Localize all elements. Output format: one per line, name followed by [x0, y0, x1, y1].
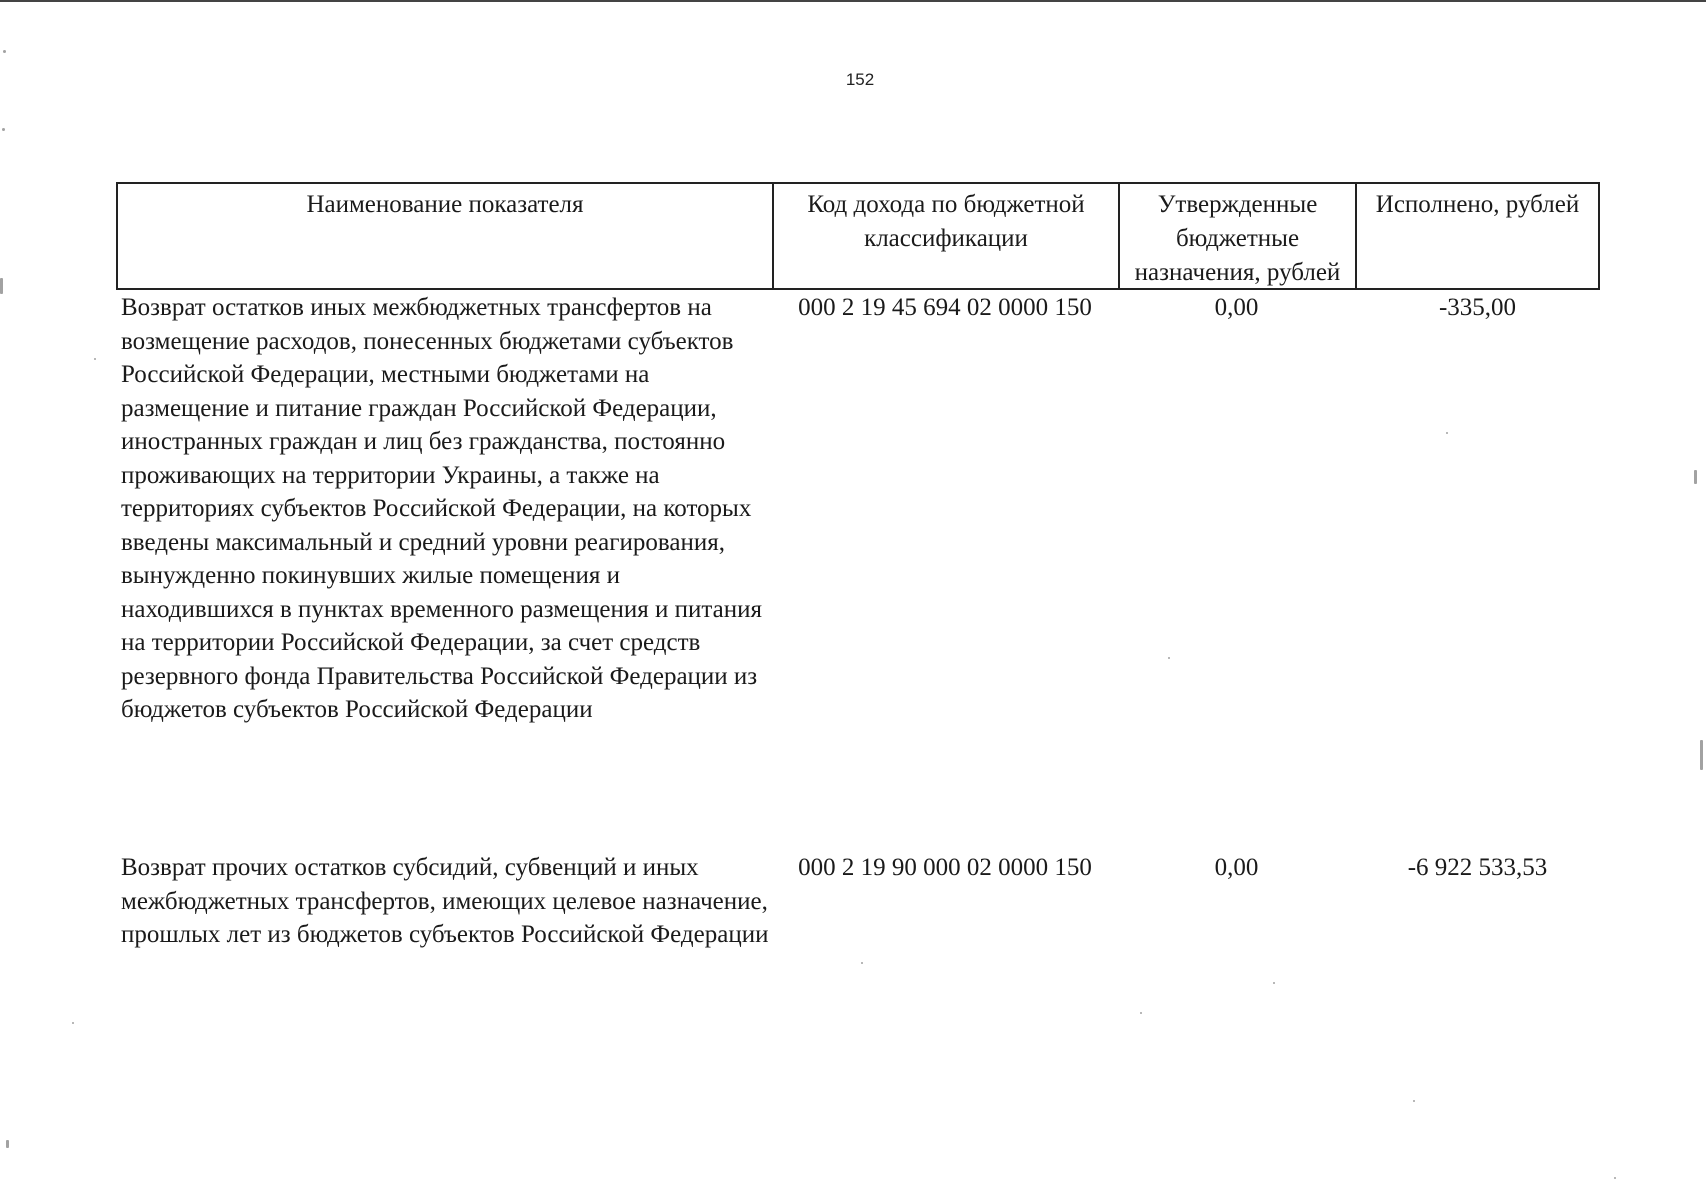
header-executed: Исполнено, рублей: [1375, 191, 1580, 218]
scan-speck: [72, 1022, 74, 1024]
top-border-line: [0, 0, 1706, 2]
row-executed-value: -6 922 533,53: [1407, 854, 1548, 881]
scan-speck: [1446, 432, 1448, 434]
scan-speck: [1700, 740, 1703, 770]
scan-speck: [1273, 982, 1275, 984]
scan-speck: [1413, 1100, 1415, 1102]
scan-speck: [6, 1140, 9, 1148]
row-income-code: 000 2 19 90 000 02 0000 150: [798, 854, 1092, 881]
row-indicator-name: Возврат остатков иных межбюджетных трансфертов на возмещение расходов, понесенных бюджетами субъектов Российской Федерации, местными бюджетами на размещение и питание граждан Российской Федерации, иностранных граждан и лиц без гражданства, постоянно проживающих на территории Украины, а также на территориях субъектов Российской Федерации, на которых введены максимальный и средний уровни реагирования, вынужденно покинувших жилые помещения и находившихся в пунктах временного размещения и питания на территории Российской Федерации, за счет средств резервного фонда Правительства Российской Федерации из бюджетов субъектов Российской Федерации: [121, 294, 762, 723]
row-income-code: 000 2 19 45 694 02 0000 150: [798, 294, 1092, 321]
scan-speck: [2, 128, 5, 131]
header-approved: Утвержденные бюджетные назначения, рублей: [1120, 184, 1357, 288]
row-executed-value: -335,00: [1438, 294, 1517, 321]
scan-speck: [1168, 657, 1170, 659]
scan-speck: [861, 962, 863, 964]
row-approved-value: 0,00: [1214, 854, 1259, 881]
row-indicator-name: Возврат прочих остатков субсидий, субвенций и иных межбюджетных трансфертов, имеющих целевое назначение, прошлых лет из бюджетов субъектов Российской Федерации: [121, 854, 769, 948]
scan-speck: [3, 50, 6, 53]
scan-speck: [1140, 1012, 1142, 1014]
header-indicator-name: Наименование показателя: [118, 184, 774, 288]
header-income-code: Код дохода по бюджетной классификации: [774, 184, 1120, 288]
row-approved-value: 0,00: [1214, 294, 1259, 321]
table-header: [116, 182, 1600, 290]
scan-speck: [1614, 1177, 1616, 1179]
scan-speck: [94, 358, 96, 360]
scan-speck: [0, 278, 3, 294]
page-number: 152: [845, 70, 875, 89]
scan-speck: [1694, 470, 1697, 484]
